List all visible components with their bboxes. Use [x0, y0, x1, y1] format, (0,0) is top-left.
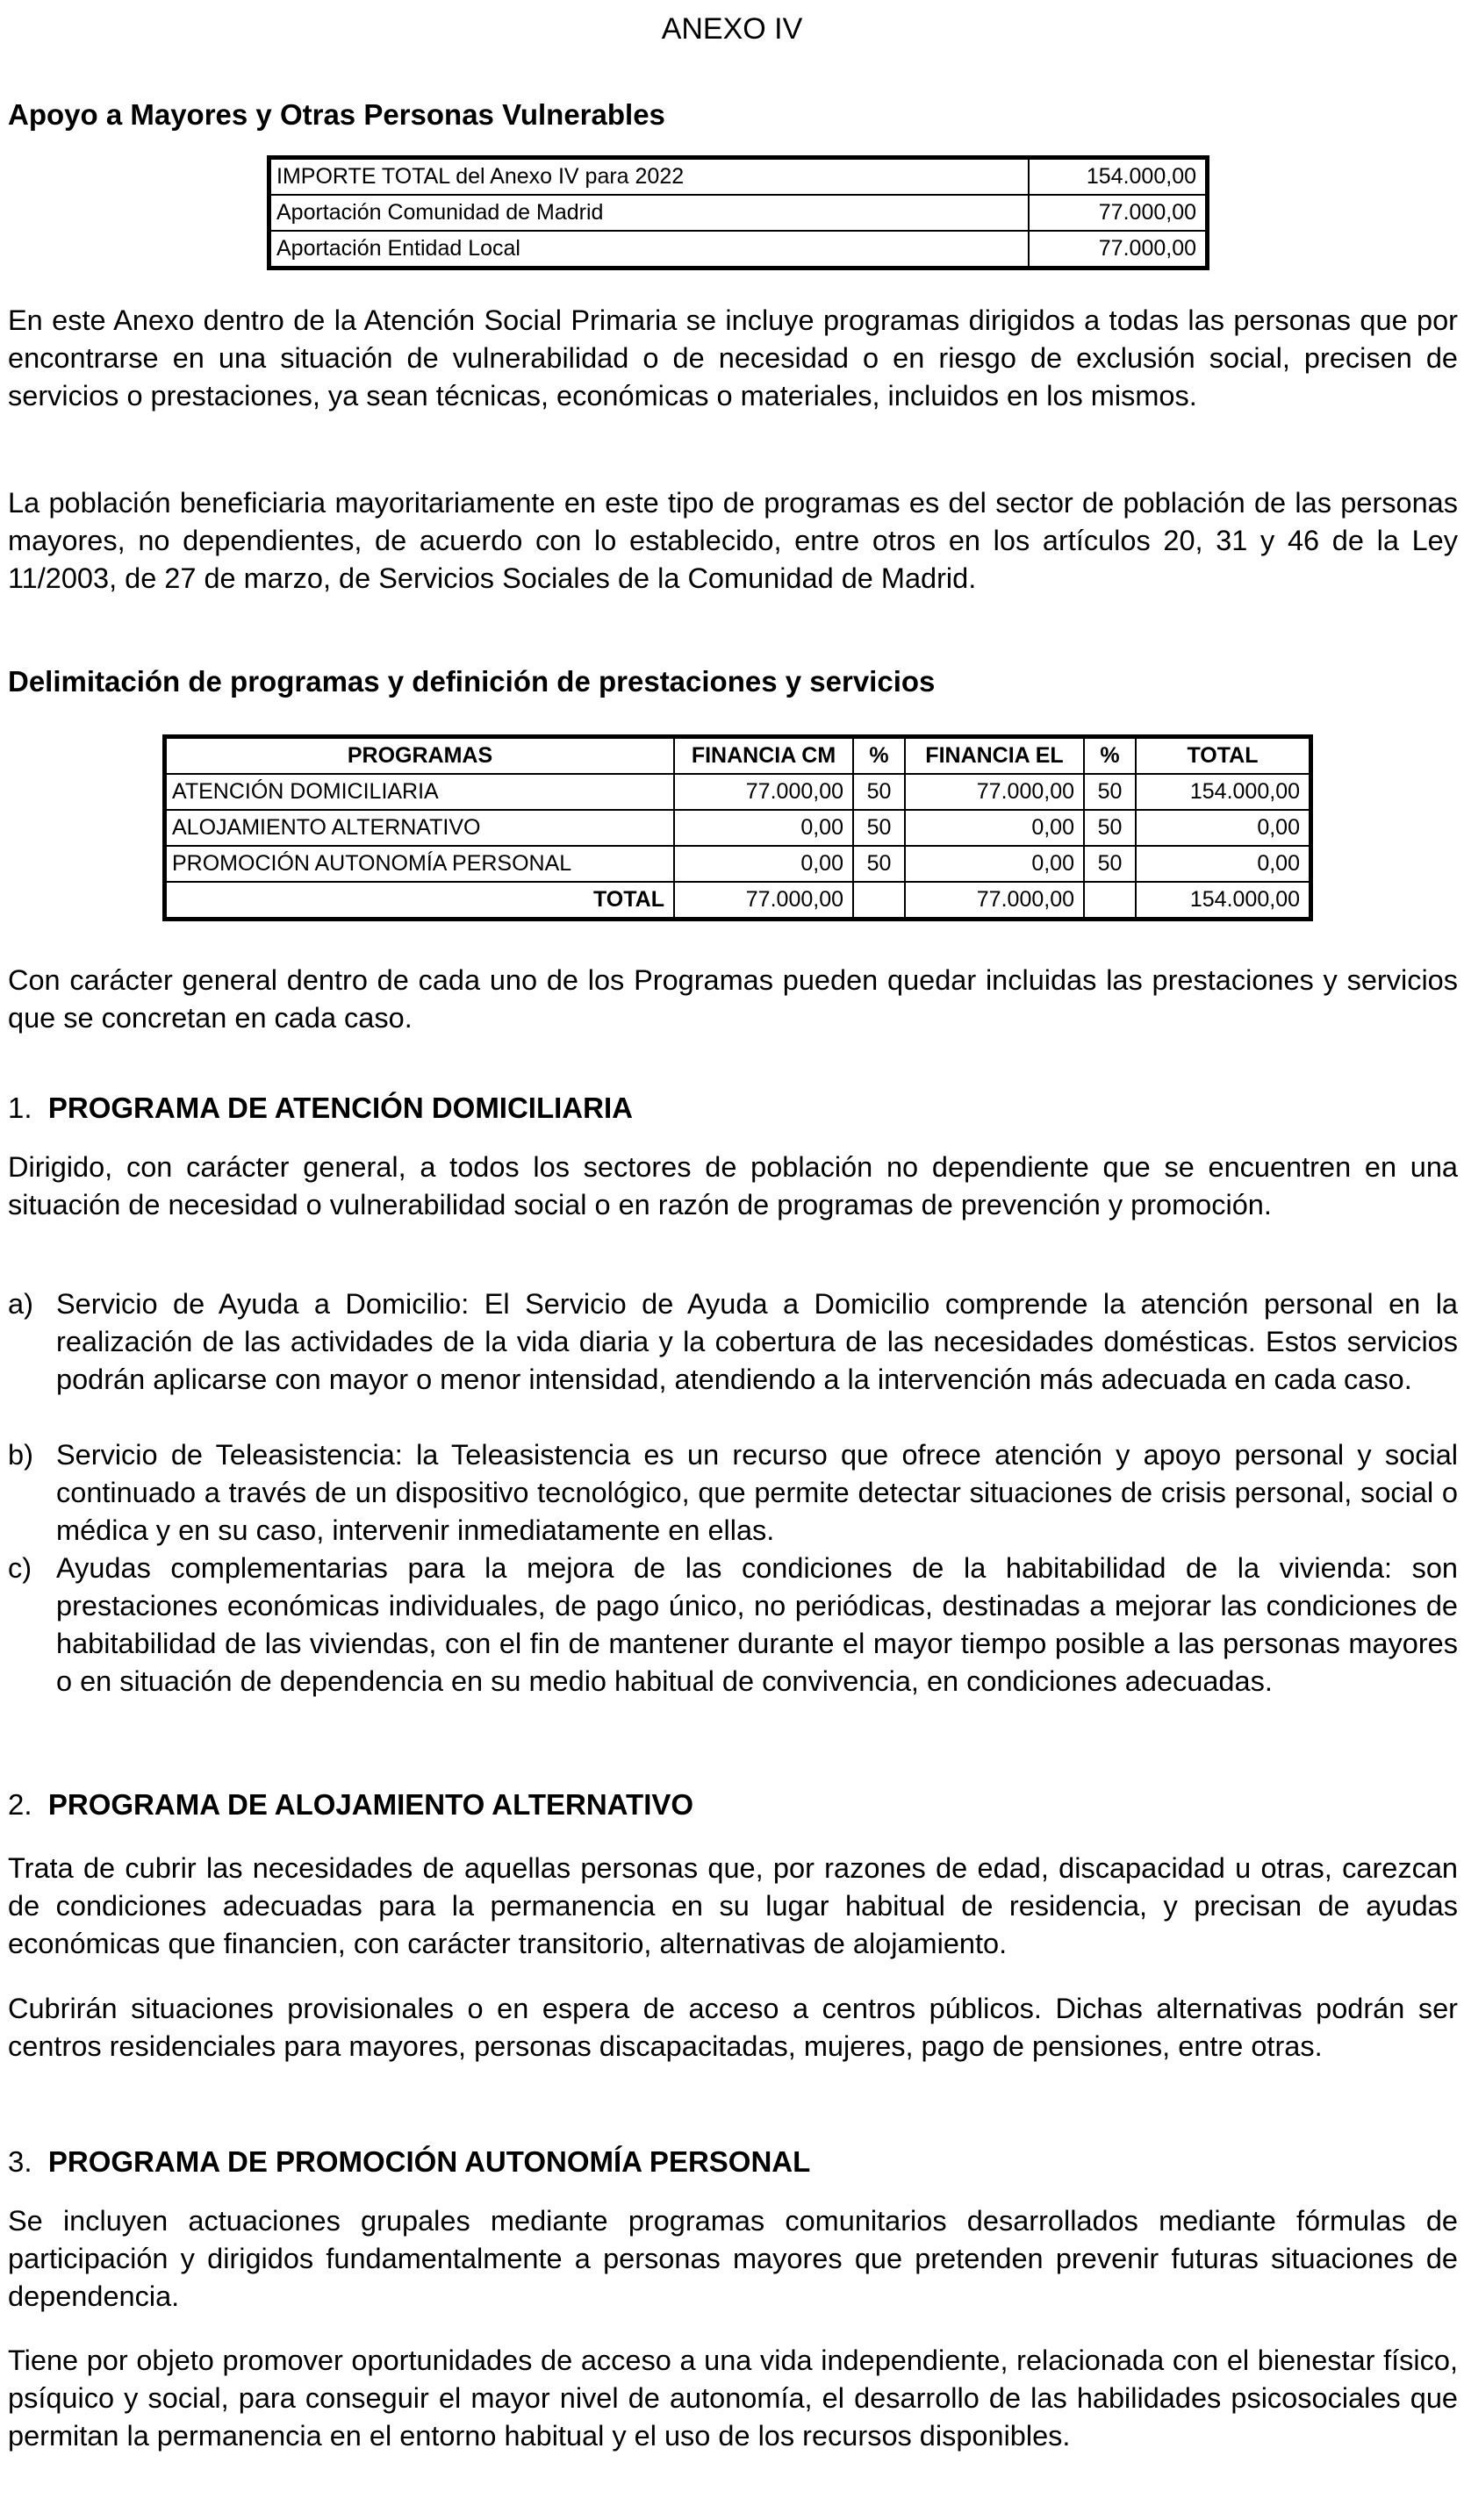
cell: 0,00 [905, 846, 1084, 882]
section-paragraph: Dirigido, con carácter general, a todos los sectores de población no dependiente que se encuentren en una situación de necesidad o vulnerabilidad social o en razón de programas de prevención y promoción. [8, 1151, 1458, 1221]
list-text: Servicio de Teleasistencia: la Teleasistencia es un recurso que ofrece atención y apoyo personal y social continuado a través de un dispositivo tecnológico, que permite detectar situaciones de crisis personal, social o médica y en su caso, intervenir inmediatamente en ellas. [56, 1439, 1458, 1546]
page-title: ANEXO IV [661, 12, 803, 46]
cell: 77.000,00 [905, 774, 1084, 810]
column-header: % [853, 737, 905, 775]
programs-table [162, 734, 1313, 921]
section-name: PROGRAMA DE PROMOCIÓN AUTONOMÍA PERSONAL [47, 2145, 811, 2178]
section-title [8, 2145, 810, 2179]
intro-paragraph: La población beneficiaria mayoritariamente en este tipo de programas es del sector de población de las personas mayores, no dependientes, de acuerdo con lo establecido, entre otros en los artículos 20, 31 y 46 de la Ley 11/2003, de 27 de marzo, de Servicios Sociales de la Comunidad de Madrid. [8, 487, 1458, 594]
section-title [8, 1092, 633, 1125]
table-row [269, 158, 1208, 196]
cell: 0,00 [674, 810, 853, 846]
cell: 50 [1084, 774, 1136, 810]
cell: 154.000,00 [1136, 882, 1311, 920]
section-paragraph: Trata de cubrir las necesidades de aquellas personas que, por razones de edad, discapacidad u otras, carezcan de condiciones adecuadas para la permanencia en su lugar habitual de residencia, y precisan de ayudas económicas que financien, con carácter transitorio, alternativas de alojamiento. [8, 1852, 1458, 1959]
list-label: a) [8, 1288, 33, 1320]
column-header: TOTAL [1136, 737, 1311, 775]
list-item [8, 1436, 1458, 1550]
cell: 77.000,00 [674, 882, 853, 920]
row-label: Aportación Comunidad de Madrid [269, 195, 1030, 231]
table-row [269, 195, 1208, 231]
column-header: PROGRAMAS [165, 737, 675, 775]
cell: ATENCIÓN DOMICILIARIA [165, 774, 675, 810]
intro-paragraph: En este Anexo dentro de la Atención Social Primaria se incluye programas dirigidos a todas las personas que por encontrarse en una situación de vulnerabilidad o de necesidad o en riesgo de exclusión social, precisen de servicios o prestaciones, ya sean técnicas, económicas o materiales, incluidos en los mismos. [8, 304, 1458, 412]
cell: TOTAL [165, 882, 675, 920]
list-item [8, 1550, 1458, 1700]
summary-table [267, 155, 1209, 270]
cell: 154.000,00 [1136, 774, 1311, 810]
section-heading: Apoyo a Mayores y Otras Personas Vulnerables [8, 98, 665, 131]
column-header: FINANCIA EL [905, 737, 1084, 775]
row-value: 154.000,00 [1029, 158, 1208, 196]
cell [853, 882, 905, 920]
section-paragraph: Cubrirán situaciones provisionales o en espera de acceso a centros públicos. Dichas alternativas podrán ser centros residenciales para mayores, personas discapacitadas, mujeres, pago de pensiones, entre otras. [8, 1993, 1458, 2062]
general-paragraph: Con carácter general dentro de cada uno de los Programas pueden quedar incluidas las prestaciones y servicios que se concretan en cada caso. [8, 964, 1458, 1034]
section-number: 1. [8, 1092, 32, 1124]
table-row [165, 810, 1311, 846]
cell: 0,00 [674, 846, 853, 882]
table-row [165, 846, 1311, 882]
section-name: PROGRAMA DE ATENCIÓN DOMICILIARIA [47, 1092, 633, 1124]
cell [1084, 882, 1136, 920]
section-number: 3. [8, 2145, 32, 2178]
column-header: FINANCIA CM [674, 737, 853, 775]
list-text: Servicio de Ayuda a Domicilio: El Servicio de Ayuda a Domicilio comprende la atención personal en la realización de las actividades de la vida diaria y la cobertura de las necesidades domésticas. Estos servicios podrán aplicarse con mayor o menor intensidad, atendiendo a la intervención más adecuada en cada caso. [56, 1288, 1458, 1395]
cell: 0,00 [905, 810, 1084, 846]
cell: 50 [1084, 846, 1136, 882]
cell: ALOJAMIENTO ALTERNATIVO [165, 810, 675, 846]
cell: PROMOCIÓN AUTONOMÍA PERSONAL [165, 846, 675, 882]
column-header: % [1084, 737, 1136, 775]
row-label: IMPORTE TOTAL del Anexo IV para 2022 [269, 158, 1030, 196]
table-header-row [165, 737, 1311, 775]
row-value: 77.000,00 [1029, 195, 1208, 231]
section-number: 2. [8, 1788, 32, 1821]
list-label: c) [8, 1552, 32, 1584]
section-name: PROGRAMA DE ALOJAMIENTO ALTERNATIVO [47, 1788, 694, 1821]
table-row [165, 774, 1311, 810]
list-label: b) [8, 1439, 33, 1471]
row-label: Aportación Entidad Local [269, 231, 1030, 268]
section-heading: Delimitación de programas y definición de prestaciones y servicios [8, 665, 936, 698]
cell: 77.000,00 [674, 774, 853, 810]
cell: 50 [1084, 810, 1136, 846]
cell: 50 [853, 774, 905, 810]
section-title [8, 1788, 693, 1822]
cell: 50 [853, 846, 905, 882]
table-total-row [165, 882, 1311, 920]
section-paragraph: Se incluyen actuaciones grupales mediante programas comunitarios desarrollados mediante fórmulas de participación y dirigidos fundamentalmente a personas mayores que pretenden prevenir futuras situaciones de dependencia. [8, 2205, 1458, 2312]
list-item [8, 1285, 1458, 1399]
cell: 0,00 [1136, 810, 1311, 846]
list-text: Ayudas complementarias para la mejora de las condiciones de la habitabilidad de la vivienda: son prestaciones económicas individuales, de pago único, no periódicas, destinadas a mejorar las condiciones de habitabilidad de las viviendas, con el fin de mantener durante el mayor tiempo posible a las personas mayores o en situación de dependencia en su medio habitual de convivencia, en condiciones adecuadas. [56, 1552, 1458, 1697]
cell: 77.000,00 [905, 882, 1084, 920]
cell: 0,00 [1136, 846, 1311, 882]
row-value: 77.000,00 [1029, 231, 1208, 268]
cell: 50 [853, 810, 905, 846]
table-row [269, 231, 1208, 268]
section-paragraph: Tiene por objeto promover oportunidades de acceso a una vida independiente, relacionada con el bienestar físico, psíquico y social, para conseguir el mayor nivel de autonomía, el desarrollo de las habilidades psicosociales que permitan la permanencia en el entorno habitual y el uso de los recursos disponibles. [8, 2345, 1458, 2452]
